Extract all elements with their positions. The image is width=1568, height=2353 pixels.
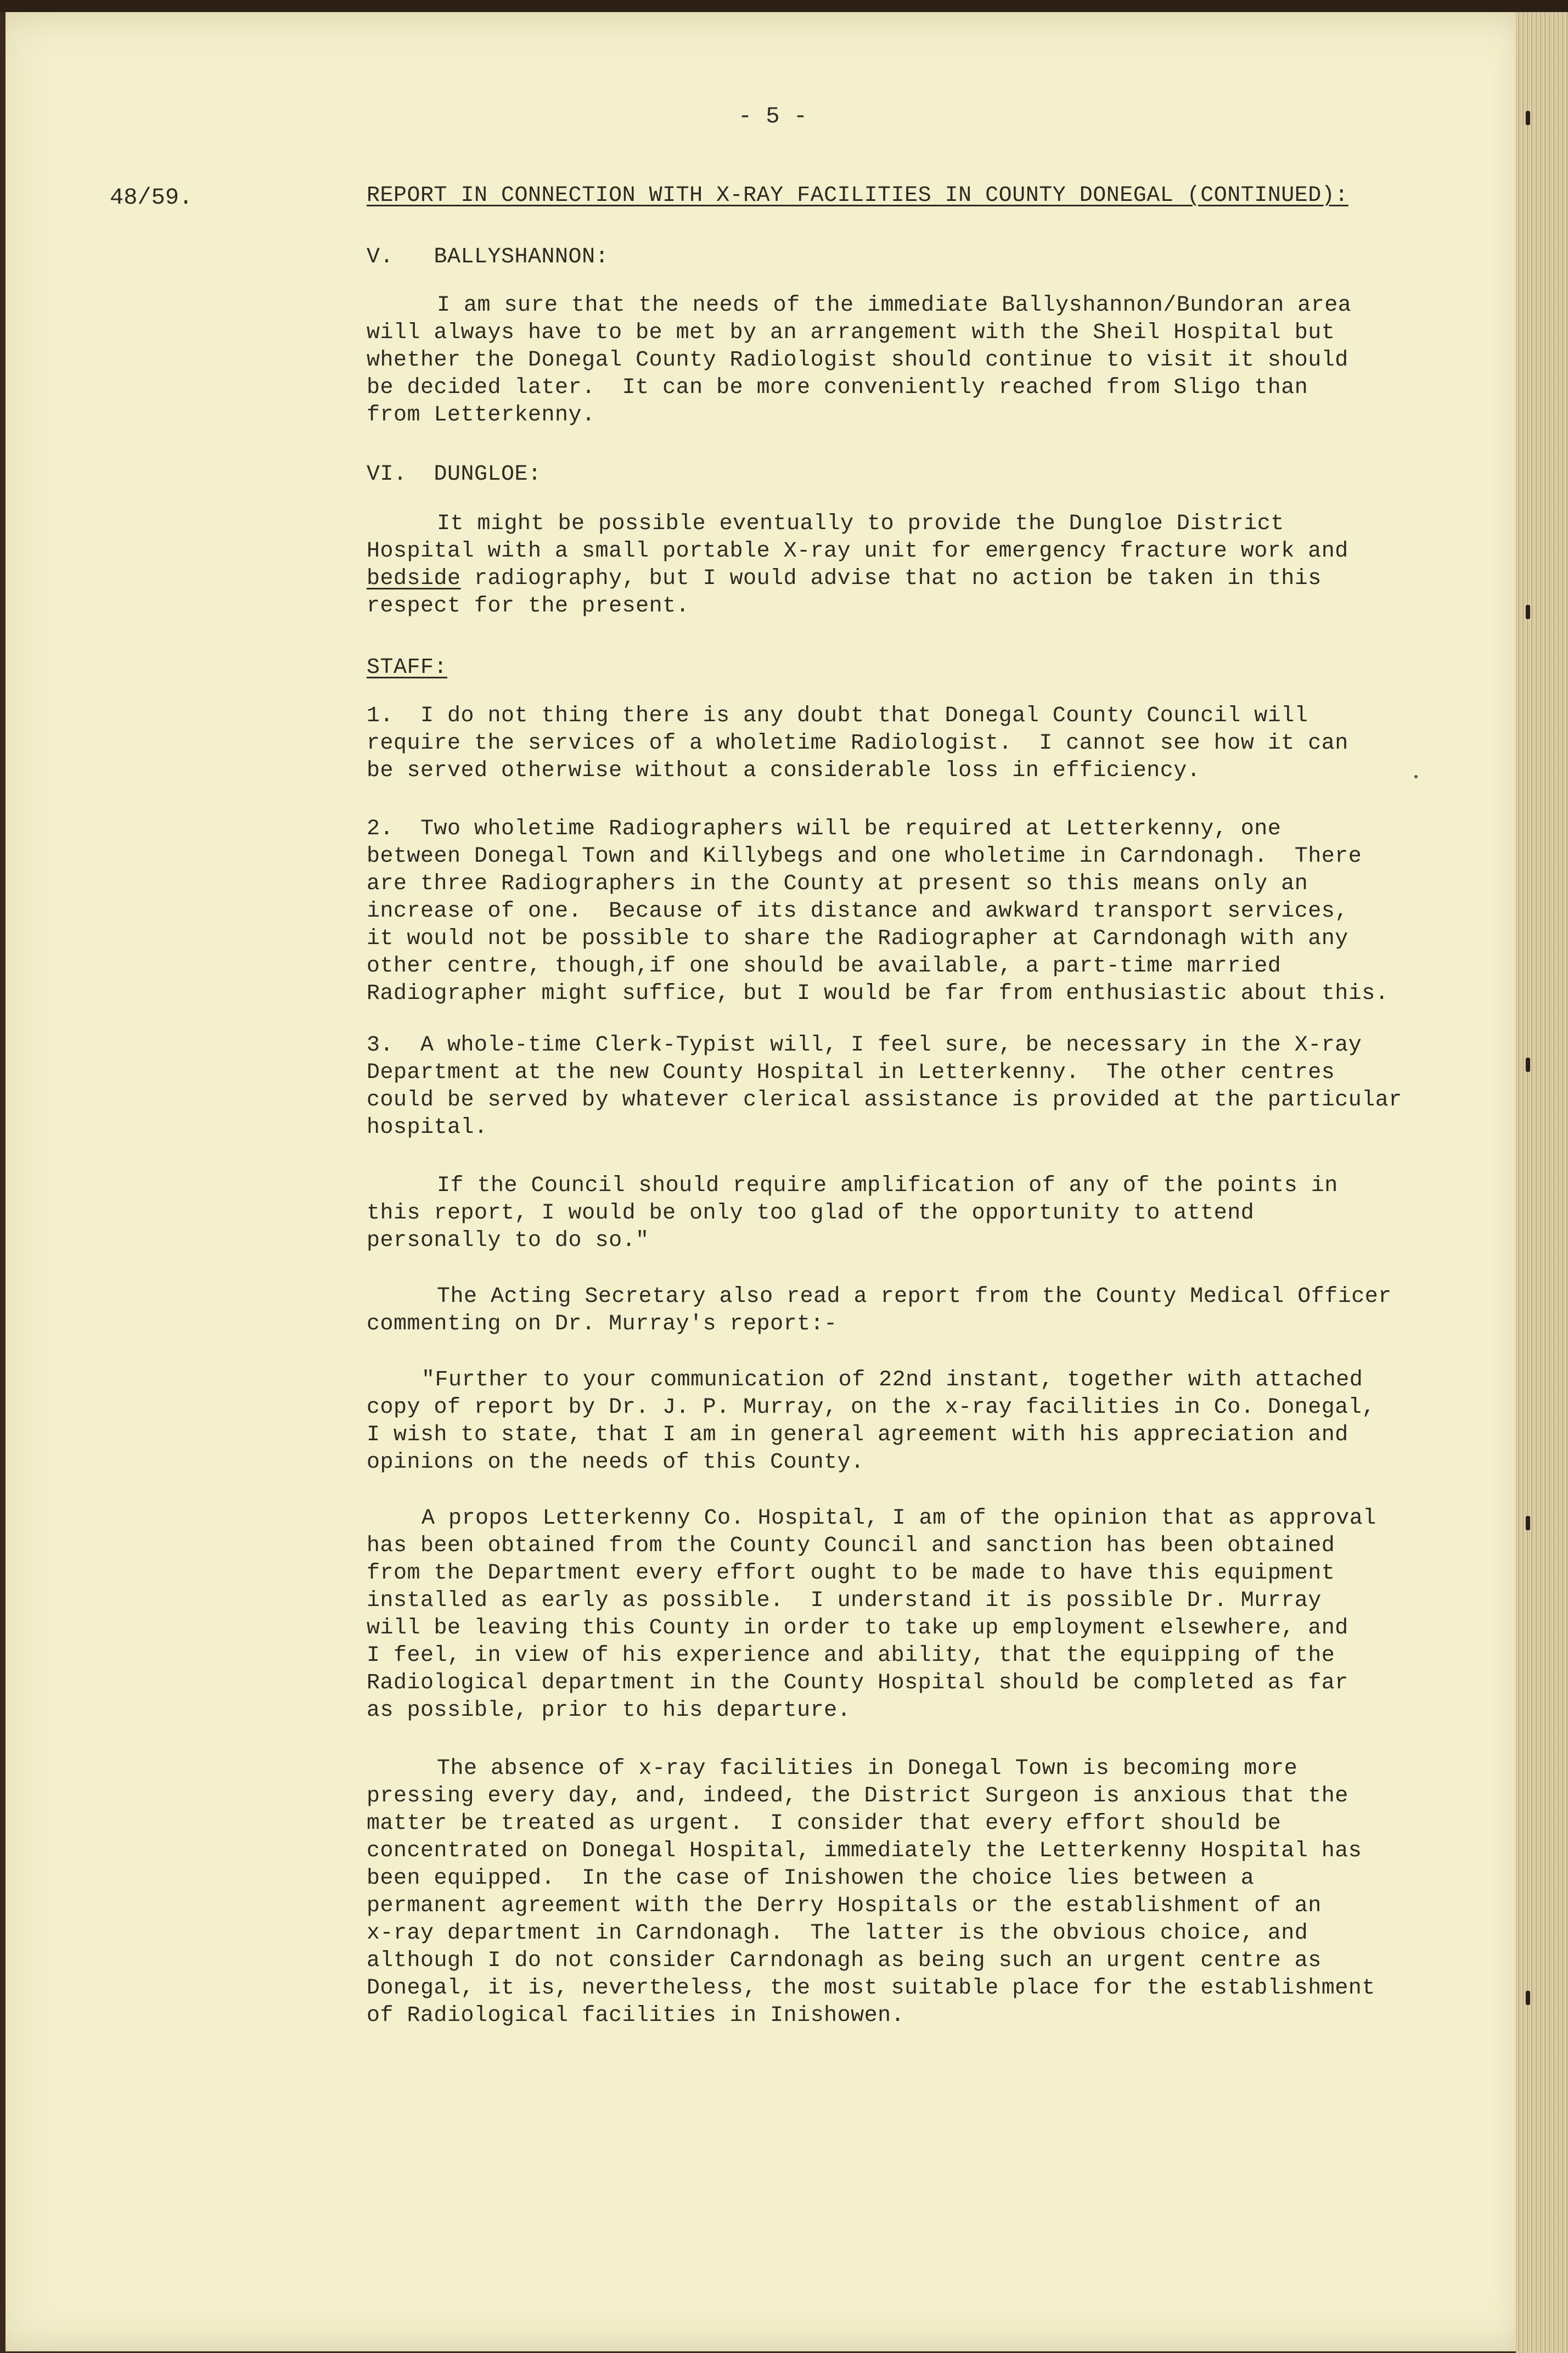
text-line: It might be possible eventually to provide the Dungloe District xyxy=(437,512,1284,536)
text-line: commenting on Dr. Murray's report:- xyxy=(367,1312,838,1336)
text-line: copy of report by Dr. J. P. Murray, on the x-ray facilities in Co. Donegal, xyxy=(367,1395,1375,1420)
underlined-word: bedside xyxy=(367,566,461,591)
minute-number: 48/59. xyxy=(110,184,193,211)
text-line: as possible, prior to his departure. xyxy=(367,1698,851,1723)
section-heading-staff: STAFF: xyxy=(367,655,448,680)
text-line: Radiological department in the County Hospital should be completed as far xyxy=(367,1671,1348,1695)
page-number: - 5 - xyxy=(738,103,808,130)
text-line: Hospital with a small portable X-ray unit for emergency fracture work and xyxy=(367,539,1348,564)
text-line: The Acting Secretary also read a report from the County Medical Officer xyxy=(437,1284,1392,1309)
text-line: from Letterkenny. xyxy=(367,403,595,428)
text-line: be served otherwise without a considerable loss in efficiency. xyxy=(367,759,1201,783)
text-line: increase of one. Because of its distance and awkward transport services, xyxy=(367,899,1348,924)
text-line: will be leaving this County in order to take up employment elsewhere, and xyxy=(367,1616,1348,1641)
text-line: are three Radiographers in the County at present so this means only an xyxy=(367,872,1308,896)
text-line: require the services of a wholetime Radiologist. I cannot see how it can xyxy=(367,731,1348,756)
text-line: If the Council should require amplification of any of the points in xyxy=(437,1173,1338,1198)
text-line: bedside radiography, but I would advise that no action be taken in this xyxy=(367,566,1322,591)
text-line: I wish to state, that I am in general agreement with his appreciation and xyxy=(367,1423,1348,1447)
text-line: between Donegal Town and Killybegs and one wholetime in Carndonagh. There xyxy=(367,844,1362,869)
scan-top-edge xyxy=(0,0,1568,12)
text-line: other centre, though,if one should be available, a part-time married xyxy=(367,954,1282,979)
text-line: from the Department every effort ought to be made to have this equipment xyxy=(367,1561,1335,1586)
text-line: matter be treated as urgent. I consider that every effort should be xyxy=(367,1811,1282,1836)
text-line: whether the Donegal County Radiologist should continue to visit it should xyxy=(367,348,1348,373)
text-line: could be served by whatever clerical assistance is provided at the particular xyxy=(367,1088,1402,1113)
text-line: I feel, in view of his experience and ability, that the equipping of the xyxy=(367,1643,1335,1668)
text-line: 1. I do not thing there is any doubt that Donegal County Council will xyxy=(367,704,1308,728)
text-line: A propos Letterkenny Co. Hospital, I am of the opinion that as approval xyxy=(421,1506,1376,1531)
text-line: concentrated on Donegal Hospital, immediately the Letterkenny Hospital has xyxy=(367,1839,1362,1863)
report-heading: REPORT IN CONNECTION WITH X-RAY FACILITIES IN COUNTY DONEGAL (CONTINUED): xyxy=(367,183,1348,208)
text-line: it would not be possible to share the Radiographer at Carndonagh with any xyxy=(367,926,1348,951)
text-line: been equipped. In the case of Inishowen the choice lies between a xyxy=(367,1866,1255,1891)
book-fore-edges xyxy=(1516,12,1568,2353)
text-line: permanent agreement with the Derry Hospitals or the establishment of an xyxy=(367,1894,1322,1918)
text-line: personally to do so." xyxy=(367,1228,649,1253)
text-line: Radiographer might suffice, but I would be far from enthusiastic about this. xyxy=(367,981,1389,1006)
section-heading-ballyshannon: V. BALLYSHANNON: xyxy=(367,245,609,269)
text-line: will always have to be met by an arrangement with the Sheil Hospital but xyxy=(367,321,1335,345)
text-line: The absence of x-ray facilities in Donegal Town is becoming more xyxy=(437,1756,1298,1781)
text-line: Department at the new County Hospital in Letterkenny. The other centres xyxy=(367,1060,1335,1085)
ink-speck xyxy=(1414,775,1418,778)
text-line: I am sure that the needs of the immediate Ballyshannon/Bundoran area xyxy=(437,293,1352,318)
text-line: hospital. xyxy=(367,1115,488,1140)
text-line: installed as early as possible. I understand it is possible Dr. Murray xyxy=(367,1588,1322,1613)
text-line: respect for the present. xyxy=(367,594,690,619)
text-line: "Further to your communication of 22nd instant, together with attached xyxy=(421,1368,1363,1392)
text-line: although I do not consider Carndonagh as being such an urgent centre as xyxy=(367,1948,1322,1973)
text-line: Donegal, it is, nevertheless, the most suitable place for the establishment xyxy=(367,1976,1375,2001)
text-line: be decided later. It can be more conveniently reached from Sligo than xyxy=(367,375,1308,400)
text-line: 2. Two wholetime Radiographers will be required at Letterkenny, one xyxy=(367,817,1282,841)
section-heading-dungloe: VI. DUNGLOE: xyxy=(367,462,542,487)
text-line: has been obtained from the County Council and sanction has been obtained xyxy=(367,1534,1335,1558)
text-line: of Radiological facilities in Inishowen. xyxy=(367,2003,905,2028)
text-line: 3. A whole-time Clerk-Typist will, I feel sure, be necessary in the X-ray xyxy=(367,1033,1362,1058)
text-line: this report, I would be only too glad of the opportunity to attend xyxy=(367,1201,1255,1226)
text-line: pressing every day, and, indeed, the District Surgeon is anxious that the xyxy=(367,1784,1348,1809)
text-line: opinions on the needs of this County. xyxy=(367,1450,864,1475)
text-line: x-ray department in Carndonagh. The latter is the obvious choice, and xyxy=(367,1921,1308,1946)
